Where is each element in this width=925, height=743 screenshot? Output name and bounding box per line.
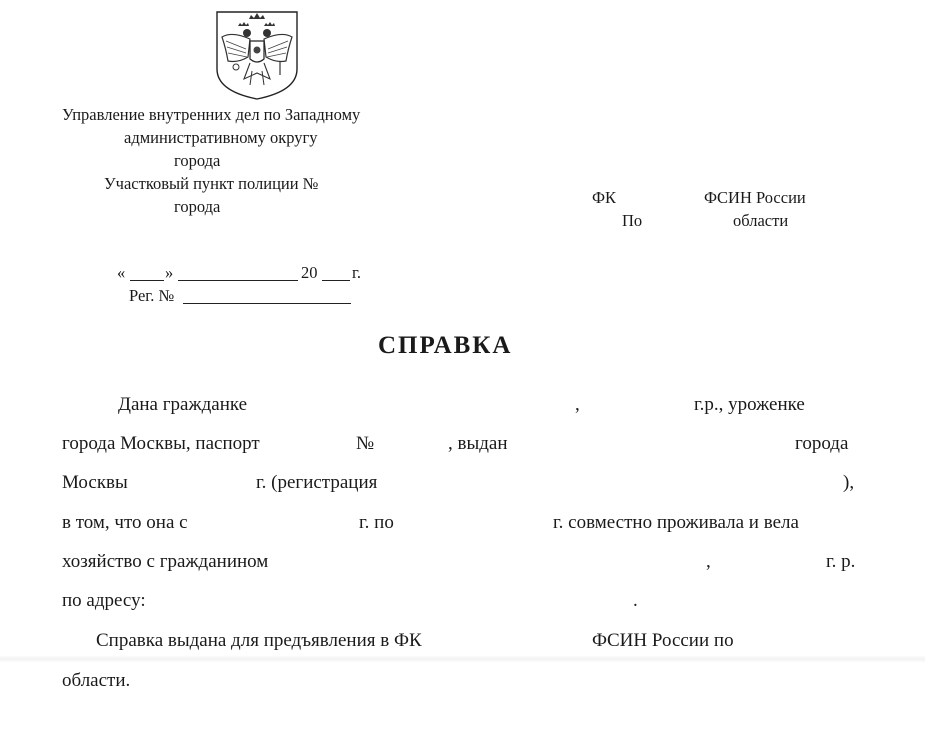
date-day-blank <box>130 280 164 281</box>
body-line-2-b: № <box>356 433 375 454</box>
reg-number-blank <box>183 303 351 304</box>
date-quote-close: » <box>165 263 174 282</box>
org-name-line-5: города <box>174 197 221 216</box>
coat-of-arms-emblem <box>214 9 300 101</box>
addressee-fsin: ФСИН России <box>704 188 806 207</box>
body-line-4-a: в том, что она с <box>62 512 188 533</box>
body-line-4-c: г. совместно проживала и вела <box>553 512 799 533</box>
date-year-suffix: г. <box>352 263 362 282</box>
addressee-region: области <box>733 211 789 230</box>
date-year-blank <box>322 280 350 281</box>
scan-artifact <box>0 655 925 663</box>
date-month-blank <box>178 280 298 281</box>
addressee-po: По <box>622 211 643 230</box>
body-line-3-b: г. (регистрация <box>256 472 378 493</box>
date-year-prefix: 20 <box>301 263 318 282</box>
body-line-5-c: г. р. <box>826 551 856 572</box>
org-name-line-1: Управление внутренних дел по Западному <box>62 105 361 124</box>
org-name-line-2: административному округу <box>124 128 318 147</box>
body-line-6-a: по адресу: <box>62 590 146 611</box>
body-line-1-b: , <box>575 394 580 415</box>
org-name-line-4: Участковый пункт полиции № <box>104 174 319 193</box>
body-line-3-c: ), <box>843 472 855 493</box>
body-line-5-a: хозяйство с гражданином <box>62 551 269 572</box>
body-line-3-a: Москвы <box>62 472 128 493</box>
body-line-8-a: области. <box>62 670 131 691</box>
body-line-7-b: ФСИН России по <box>592 630 734 651</box>
body-line-2-a: города Москвы, паспорт <box>62 433 260 454</box>
body-line-5-b: , <box>706 551 711 572</box>
body-line-2-c: , выдан <box>448 433 508 454</box>
body-line-7-a: Справка выдана для предъявления в ФК <box>96 630 422 651</box>
body-line-2-d: города <box>795 433 849 454</box>
document-title: СПРАВКА <box>378 332 513 359</box>
body-line-1-a: Дана гражданке <box>118 394 248 415</box>
body-line-1-c: г.р., уроженке <box>694 394 805 415</box>
org-name-line-3: города <box>174 151 221 170</box>
body-line-6-b: . <box>633 590 638 611</box>
body-line-4-b: г. по <box>359 512 394 533</box>
reg-number-label: Рег. № <box>129 286 175 305</box>
addressee-fk: ФК <box>592 188 617 207</box>
date-quote-open: « <box>117 263 126 282</box>
